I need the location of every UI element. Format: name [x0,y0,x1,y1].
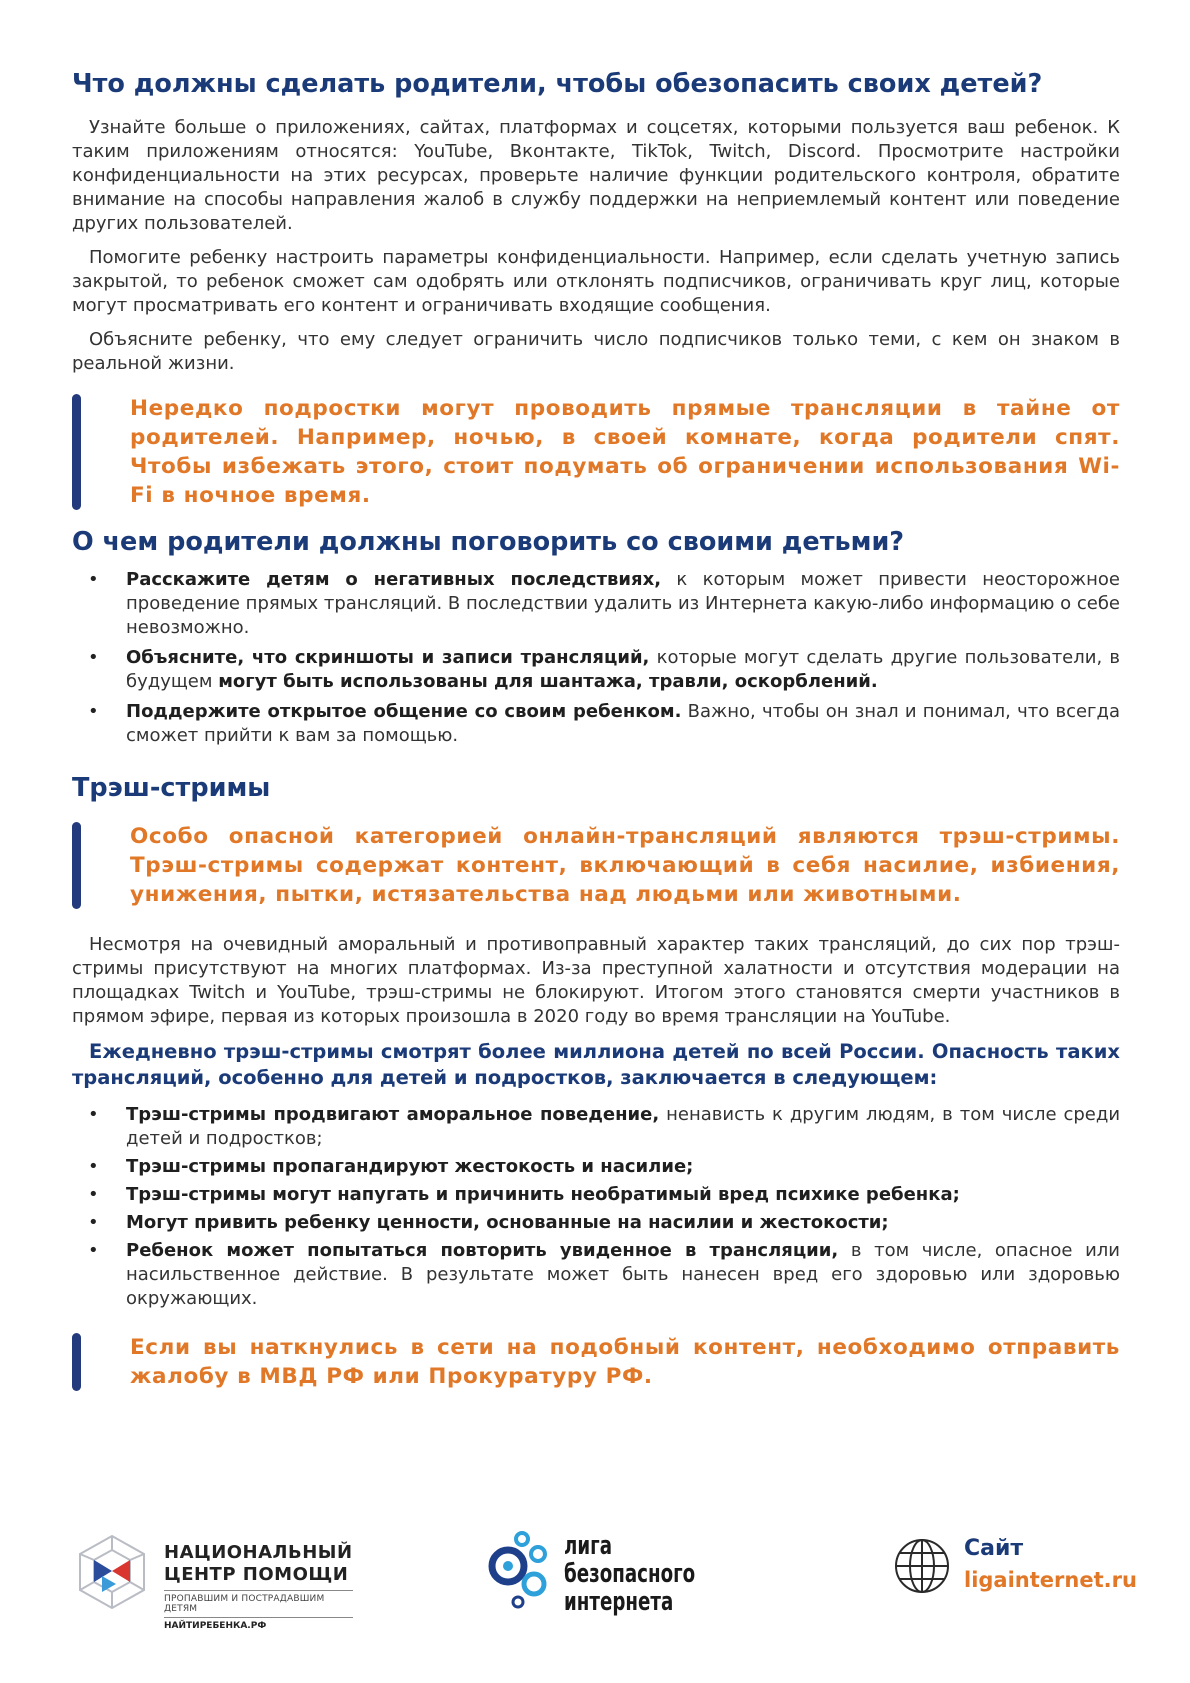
liga-circles-icon [482,1524,562,1614]
callout-text: Нередко подростки могут проводить прямые трансляции в тайне от родителей. Например, ночью, в своей комнате, когда родители спят. Чтобы избежать этого, стоит подумать об ограничении использования Wi-Fi в ночное время. [130,396,1120,508]
liga-wordmark [564,1532,695,1616]
talk-bullet-list [72,568,1120,748]
document-page [72,68,1120,1391]
list-item: • Ребенок может попытаться повторить увиденное в трансляции, в том числе, опасное или насильственное действие. В результате может быть нанесен вред его здоровью или здоровью окружающих. [72,1239,1120,1311]
list-item: • Расскажите детям о негативных последствиях, к которым может привести неосторожное проведение прямых трансляций. В последствии удалить из Интернета какую-либо информацию о себе невозможно. [72,568,1120,640]
ncp-hexagon-icon [72,1532,152,1622]
callout-report [72,1333,1120,1391]
list-item: • Трэш-стримы продвигают аморальное поведение, ненависть к другим людям, в том числе среди детей и подростков; [72,1103,1120,1151]
callout-text: Особо опасной категорией онлайн-трансляций являются трэш-стримы. Трэш-стримы содержат контент, включающий в себя насилие, избиения, унижения, пытки, истязательства над людьми или животными. [130,824,1120,907]
paragraph-danger-lead: Ежедневно трэш-стримы смотрят более миллиона детей по всей России. Опасность таких трансляций, особенно для детей и подростков, заключается в следующем: [72,1040,1120,1089]
callout-night-streams [72,394,1120,510]
callout-text: Если вы наткнулись в сети на подобный контент, необходимо отправить жалобу в МВД РФ или Прокуратуру РФ. [130,1335,1120,1389]
callout-bar [72,394,81,510]
paragraph-followers: Объясните ребенку, что ему следует ограничить число подписчиков только теми, с кем он знаком в реальной жизни. [72,329,1120,374]
ncp-line2: ЦЕНТР ПОМОЩИ [164,1564,349,1585]
section-heading-parents-actions: Что должны сделать родители, чтобы обезопасить своих детей? [72,69,1043,99]
list-item: • Поддержите открытое общение со своим ребенком. Важно, чтобы он знал и понимал, что всегда сможет прийти к вам за помощью. [72,700,1120,748]
paragraph-trash-platforms: Несмотря на очевидный аморальный и противоправный характер таких трансляций, до сих пор трэш-стримы присутствуют на многих платформах. Из-за преступной халатности и отсутствия модерации на площадках Twitch и YouTube, трэш-стримы не блокируют. Итогом этого становятся смерти участников в прямом эфире, первая из которых произошла в 2020 году во время трансляции на YouTube. [72,934,1120,1027]
paragraph-privacy: Помогите ребенку настроить параметры конфиденциальности. Например, если сделать учетную запись закрытой, то ребенок сможет сам одобрять или отклонять подписчиков, ограничивать круг лиц, которые могут просматривать его контент и ограничивать входящие сообщения. [72,247,1120,316]
site-label: Сайт [964,1536,1024,1561]
paragraph-apps: Узнайте больше о приложениях, сайтах, платформах и соцсетях, которыми пользуется ваш ребенок. К таким приложениям относятся: YouTube, Вконтакте, TikTok, Twitch, Discord. Просмотрите настройки конфиденциальности на этих ресурсах, проверьте наличие функции родительского контроля, обратите внимание на способы направления жалоб в службу поддержки на неприемлемый контент или поведение других пользователей. [72,117,1120,234]
ncp-line4: НАЙТИРЕБЕНКА.РФ [164,1617,353,1631]
site-block [892,1532,1137,1622]
ncp-wordmark [164,1542,353,1631]
globe-icon [892,1536,952,1596]
ncp-logo [72,1522,353,1632]
liga-logo [482,1524,722,1629]
callout-bar [72,1333,81,1391]
site-link[interactable]: ligainternet.ru [964,1568,1137,1592]
section-heading-talk: О чем родители должны поговорить со своими детьми? [72,527,905,557]
list-item: • Объясните, что скриншоты и записи трансляций, которые могут сделать другие пользователи, в будущем могут быть использованы для шантажа, травли, оскорблений. [72,646,1120,694]
liga-line2: безопасного [564,1559,696,1589]
callout-trash-streams [72,822,1120,909]
callout-bar [72,822,81,909]
list-item: • Трэш-стримы пропагандируют жестокость и насилие; [72,1155,1120,1179]
list-item: • Могут привить ребенку ценности, основанные на насилии и жестокости; [72,1211,1120,1235]
liga-line3: интернета [564,1587,674,1617]
danger-bullet-list [72,1103,1120,1311]
liga-line1: лига [564,1531,613,1561]
ncp-line1: НАЦИОНАЛЬНЫЙ [164,1542,353,1563]
footer-logos [72,1522,1137,1632]
ncp-line3: ПРОПАВШИМ И ПОСТРАДАВШИМ ДЕТЯМ [164,1590,353,1614]
list-item: • Трэш-стримы могут напугать и причинить необратимый вред психике ребенка; [72,1183,1120,1207]
section-heading-trash-streams: Трэш-стримы [72,773,271,803]
